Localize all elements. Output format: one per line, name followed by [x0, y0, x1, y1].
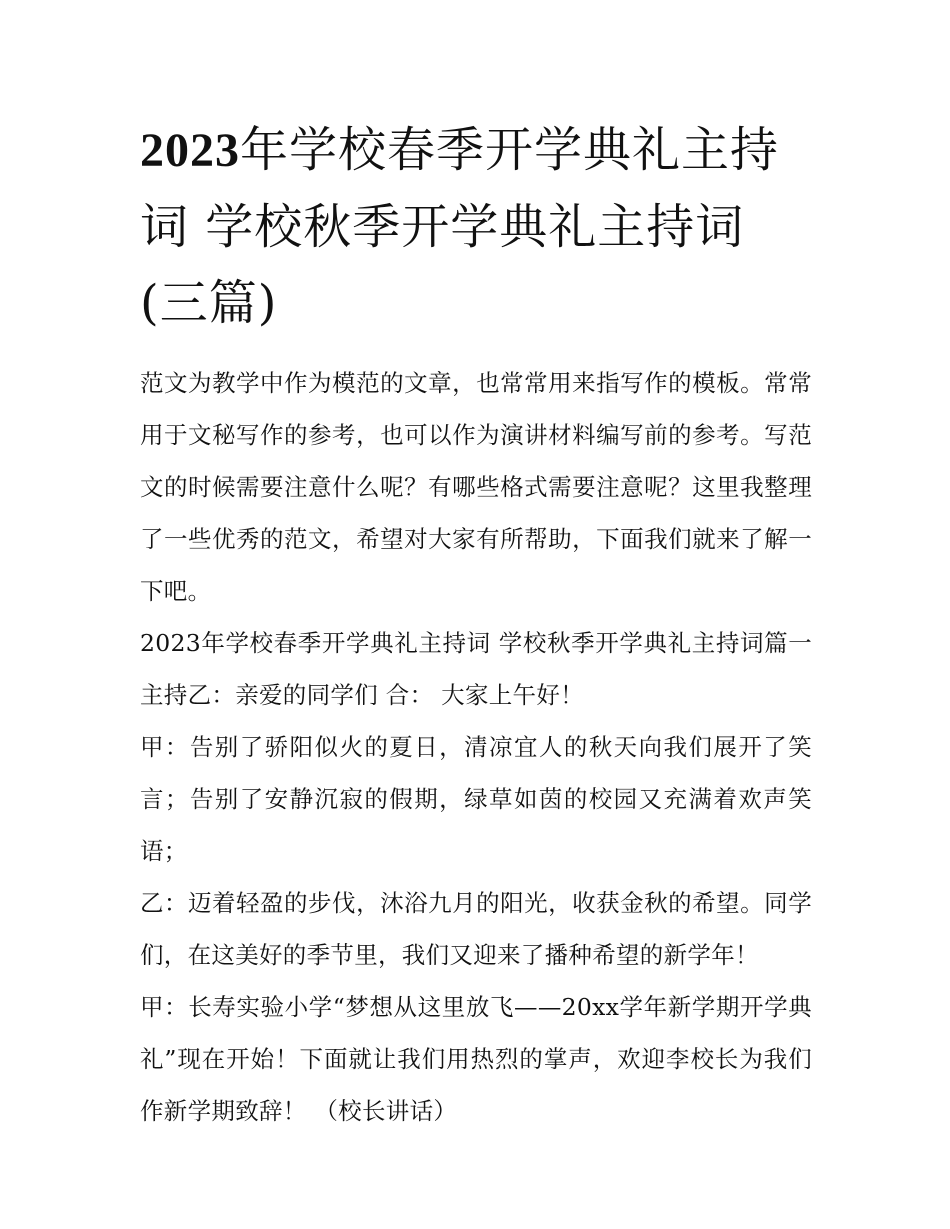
- title-year: 2023: [140, 124, 240, 177]
- intro-paragraph: 范文为教学中作为模范的文章，也常常用来指写作的模板。常常用于文秘写作的参考，也可以作为演讲材料编写前的参考。写范文的时候需要注意什么呢？有哪些格式需要注意呢？这里我整理了一些优秀的范文，希望对大家有所帮助，下面我们就来了解一下吧。: [140, 369, 812, 605]
- document-body: [140, 357, 812, 1137]
- title-text: 年学校春季开学典礼主持词 学校秋季开学典礼主持词(三篇): [140, 122, 780, 331]
- document-title: [140, 112, 812, 341]
- host-b-paragraph: 乙：迈着轻盈的步伐，沐浴九月的阳光，收获金秋的希望。同学们，在这美好的季节里，我们又迎来了播种希望的新学年！: [140, 889, 812, 969]
- section-heading-paragraph: 2023年学校春季开学典礼主持词 学校秋季开学典礼主持词篇一 主持乙：亲爱的同学们 合： 大家上午好！: [140, 629, 812, 709]
- host-a-paragraph-2: 甲：长寿实验小学“梦想从这里放飞——20xx学年新学期开学典礼”现在开始！下面就让我们用热烈的掌声，欢迎李校长为我们作新学期致辞！ （校长讲话）: [140, 993, 812, 1125]
- host-a-paragraph-1: 甲：告别了骄阳似火的夏日，清凉宜人的秋天向我们展开了笑言；告别了安静沉寂的假期，绿草如茵的校园又充满着欢声笑语；: [140, 733, 812, 865]
- document-page: [140, 112, 812, 1137]
